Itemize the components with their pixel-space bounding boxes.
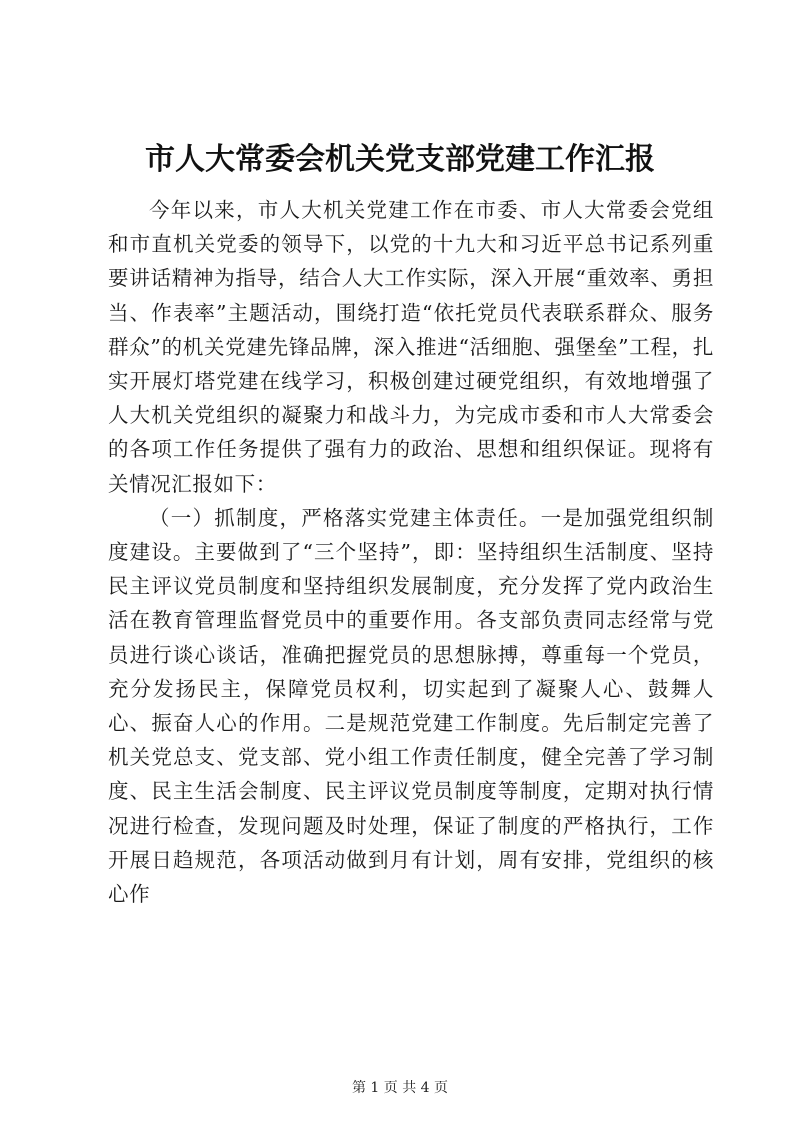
paragraph-section-1: （一）抓制度，严格落实党建主体责任。一是加强党组织制度建设。主要做到了“三个坚持”，即：坚持组织生活制度、坚持民主评议党员制度和坚持组织发展制度，充分发挥了党内政治生活在教育管理监督党员中的重要作用。各支部负责同志经常与党员进行谈心谈话，准确把握党员的思想脉搏，尊重每一个党员，充分发扬民主，保障党员权利，切实起到了凝聚人心、鼓舞人心、振奋人心的作用。二是规范党建工作制度。先后制定完善了机关党总支、党支部、党小组工作责任制度，健全完善了学习制度、民主生活会制度、民主评议党员制度等制度，定期对执行情况进行检查，发现问题及时处理，保证了制度的严格执行，工作开展日趋规范，各项活动做到月有计划，周有安排，党组织的核心作 [108,505,714,907]
document-body [108,193,714,911]
paragraph-intro: 今年以来，市人大机关党建工作在市委、市人大常委会党组和市直机关党委的领导下，以党的十九大和习近平总书记系列重要讲话精神为指导，结合人大工作实际，深入开展“重效率、勇担当、作表率”主题活动，围绕打造“依托党员代表联系群众、服务群众”的机关党建先锋品牌，深入推进“活细胞、强堡垒”工程，扎实开展灯塔党建在线学习，积极创建过硬党组织，有效地增强了人大机关党组织的凝聚力和战斗力，为完成市委和市人大常委会的各项工作任务提供了强有力的政治、思想和组织保证。现将有关情况汇报如下： [108,198,714,496]
document-title: 市人大常委会机关党支部党建工作汇报 [145,142,655,177]
page-footer: 第 1 页 共 4 页 [351,1080,449,1096]
